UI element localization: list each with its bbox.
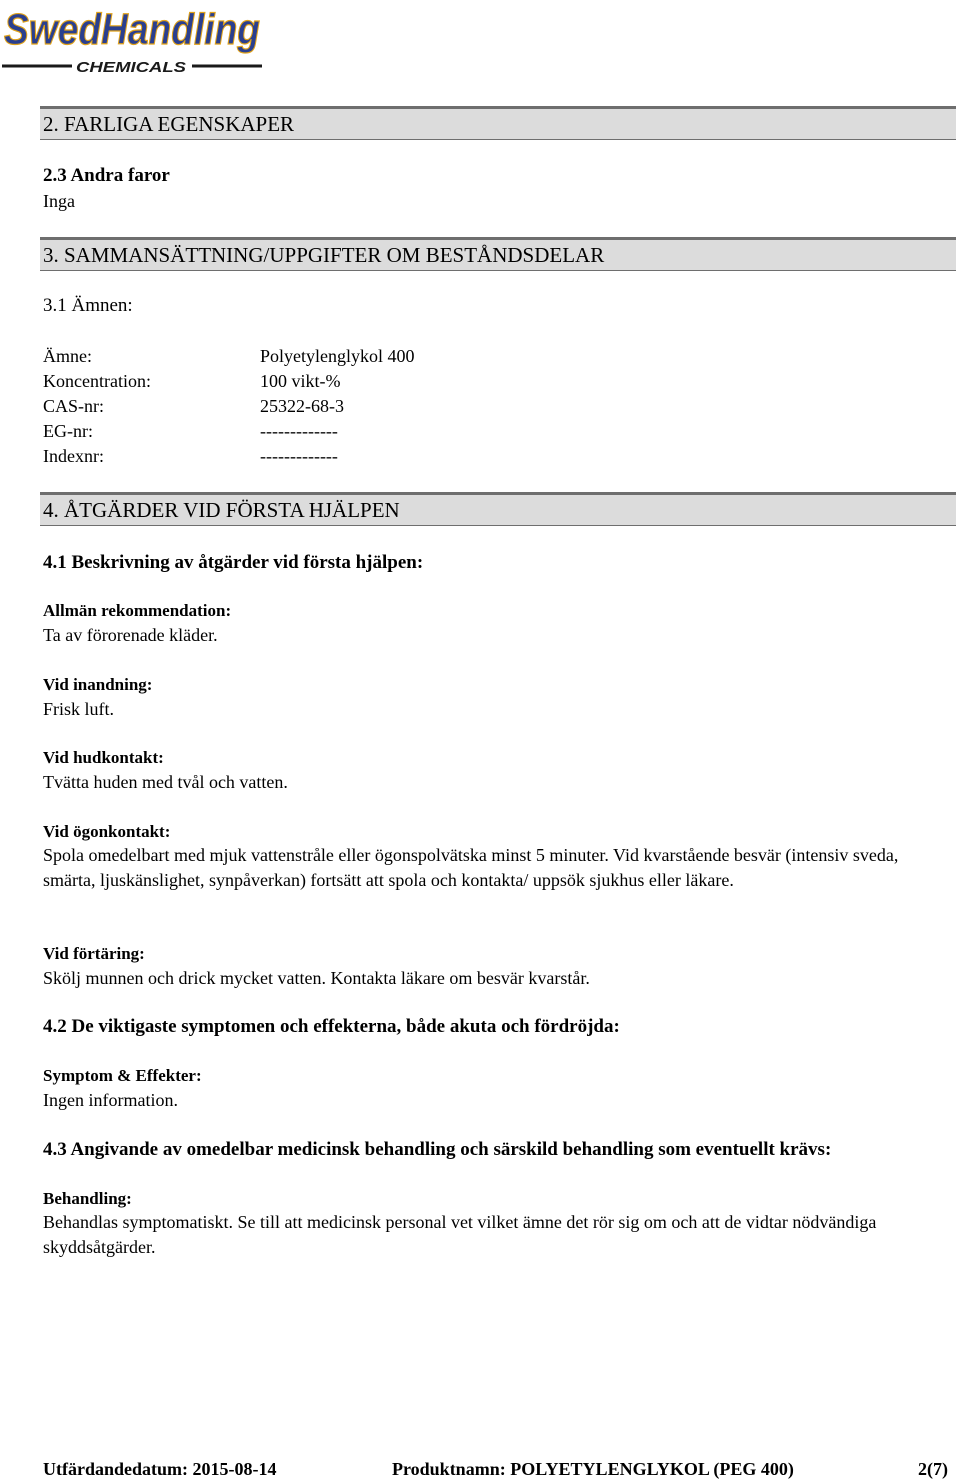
fortaring-label: Vid förtäring: xyxy=(43,944,145,963)
row-amne-value: Polyetylenglykol 400 xyxy=(260,346,415,366)
section-3-header xyxy=(40,237,956,271)
subsection-4-1-title: 4.1 Beskrivning av åtgärder vid första hjälpen: xyxy=(43,552,424,573)
ogonkontakt-label: Vid ögonkontakt: xyxy=(43,822,171,841)
logo-brand: SwedHandling xyxy=(4,5,261,54)
footer-product-value: : POLYETYLENGLYKOL (PEG 400) xyxy=(499,1459,794,1479)
footer-issue-date xyxy=(43,1457,277,1481)
section-4-header xyxy=(40,492,956,526)
section-4-title: 4. ÅTGÄRDER VID FÖRSTA HJÄLPEN xyxy=(43,498,400,522)
row-koncentration-value: 100 vikt-% xyxy=(260,371,341,391)
section-2-header xyxy=(40,106,956,140)
swedhandling-logo xyxy=(0,0,270,80)
hudkontakt-label: Vid hudkontakt: xyxy=(43,748,164,767)
row-index-value: ------------- xyxy=(260,446,338,466)
subsection-4-3-title: 4.3 Angivande av omedelbar medicinsk behandling och särskild behandling som eventuellt krävs: xyxy=(43,1139,832,1160)
section-3-title: 3. SAMMANSÄTTNING/UPPGIFTER OM BESTÅNDSDELAR xyxy=(43,243,605,267)
footer-product-label: Produktnamn xyxy=(392,1459,500,1479)
section-2-title: 2. FARLIGA EGENSKAPER xyxy=(43,112,295,136)
hudkontakt-text: Tvätta huden med tvål och vatten. xyxy=(43,772,288,792)
row-eg-key: EG-nr: xyxy=(43,421,93,441)
row-cas-value: 25322-68-3 xyxy=(260,396,344,416)
footer-date-label: Utfärdandedatum xyxy=(43,1459,183,1479)
footer-page-number: 2(7) xyxy=(918,1459,948,1479)
subsection-2-3-text: Inga xyxy=(43,191,75,211)
footer-date-value: : 2015-08-14 xyxy=(182,1459,277,1479)
fortaring-text: Skölj munnen och drick mycket vatten. Kontakta läkare om besvär kvarstår. xyxy=(43,968,590,988)
row-eg-value: ------------- xyxy=(260,421,338,441)
row-koncentration-key: Koncentration: xyxy=(43,371,151,391)
row-amne-key: Ämne: xyxy=(43,346,92,366)
behandling-text: Behandlas symptomatiskt. Se till att medicinsk personal vet vilket ämne det rör sig om och att de vidtar nödvändiga skyddsåtgärder. xyxy=(43,1212,877,1257)
subsection-3-1-title: 3.1 Ämnen: xyxy=(43,295,133,316)
ogonkontakt-text: Spola omedelbart med mjuk vattenstråle eller ögonspolvätska minst 5 minuter. Vid kvarstående besvär (intensiv sveda, smärta, ljuskänslighet, synpåverkan) fortsätt att spola och kontakta/ uppsök sjukhus eller läkare. xyxy=(43,845,899,890)
row-cas-key: CAS-nr: xyxy=(43,396,105,416)
subsection-2-3-title: 2.3 Andra faror xyxy=(43,165,170,186)
allman-label: Allmän rekommendation: xyxy=(43,601,232,620)
subsection-4-2-title: 4.2 De viktigaste symptomen och effekterna, både akuta och fördröjda: xyxy=(43,1016,620,1037)
allman-text: Ta av förorenade kläder. xyxy=(43,625,218,645)
row-index-key: Indexnr: xyxy=(43,446,104,466)
inandning-label: Vid inandning: xyxy=(43,675,153,694)
symptom-text: Ingen information. xyxy=(43,1090,178,1110)
inandning-text: Frisk luft. xyxy=(43,699,115,719)
behandling-label: Behandling: xyxy=(43,1189,132,1208)
symptom-label: Symptom & Effekter: xyxy=(43,1066,202,1085)
footer-product-name xyxy=(392,1457,794,1481)
logo-tagline: CHEMICALS xyxy=(76,59,186,76)
